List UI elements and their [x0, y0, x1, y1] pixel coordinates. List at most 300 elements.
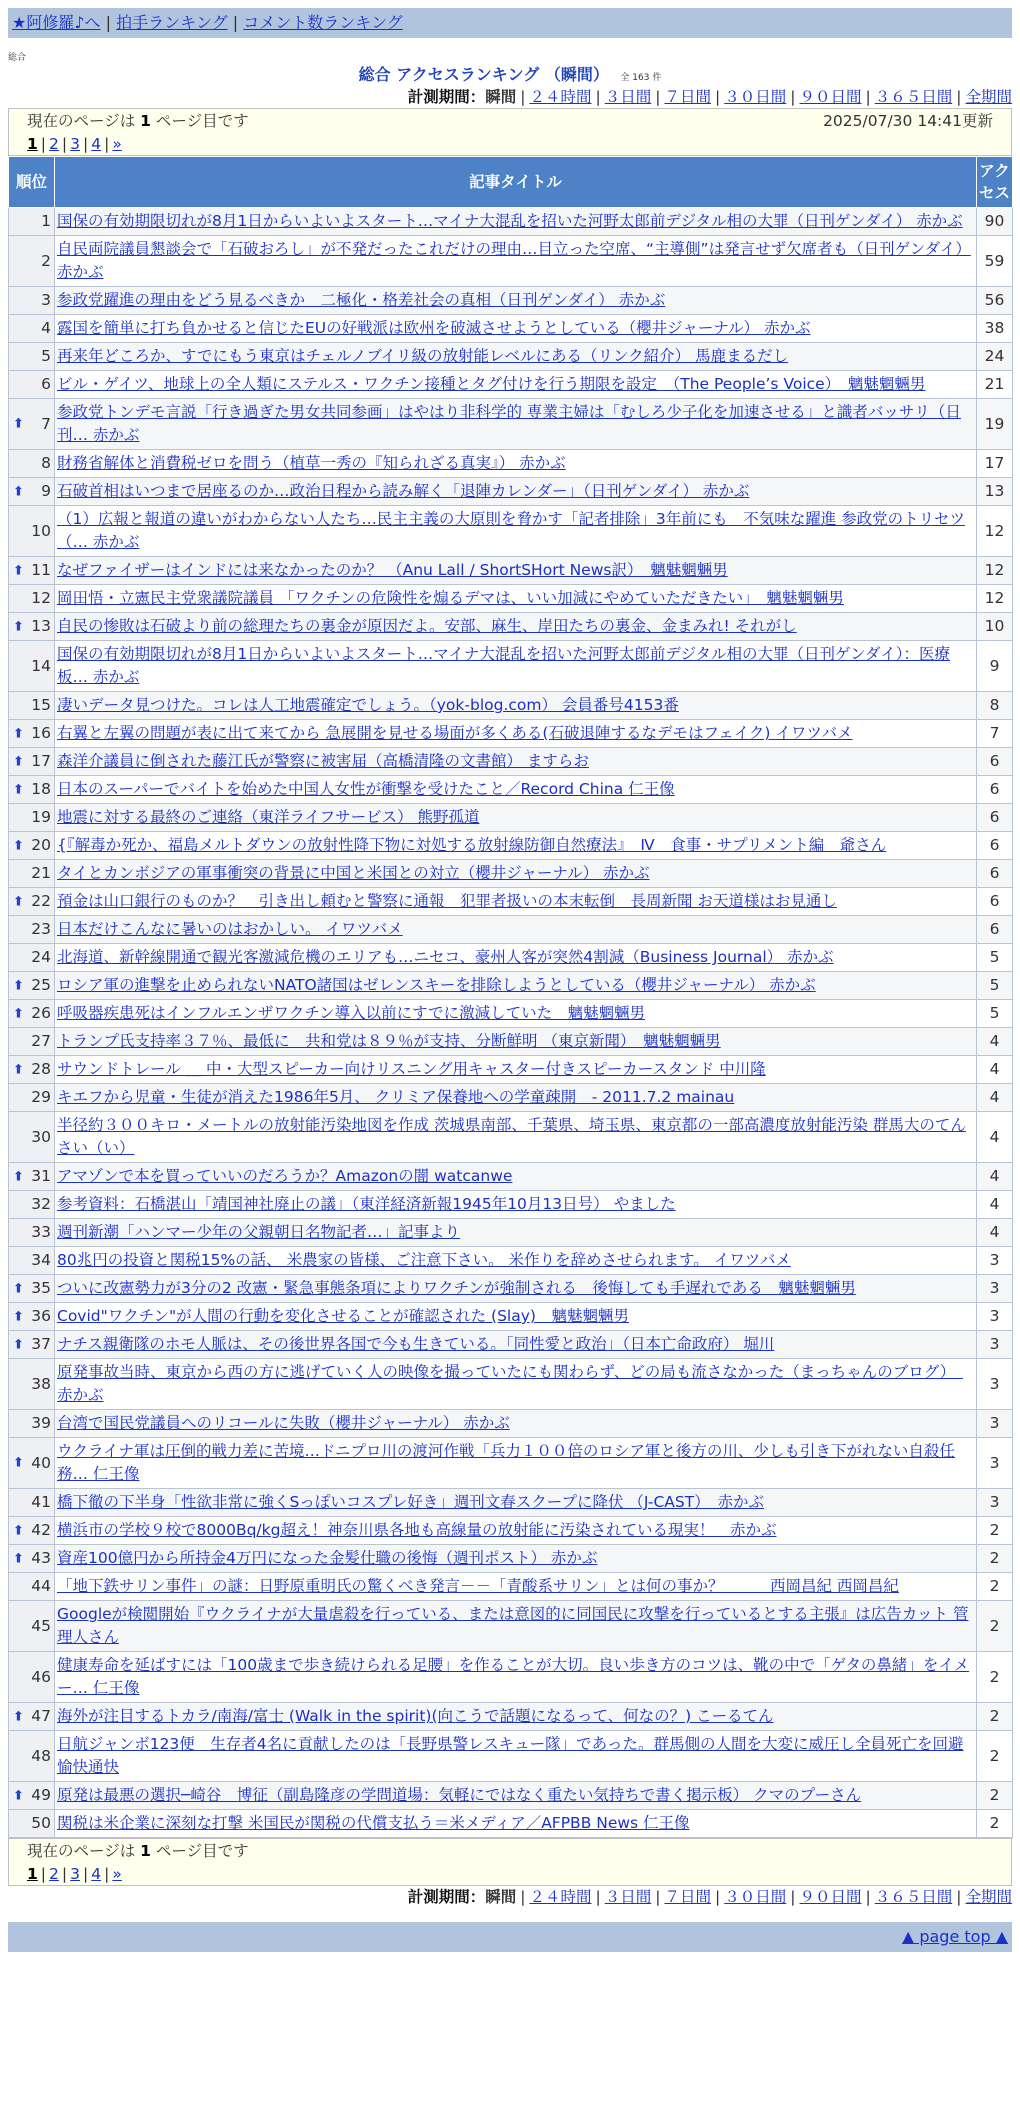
- rank-number: 24: [31, 948, 51, 966]
- rank-number: 39: [31, 1414, 51, 1432]
- pager-separator: |: [104, 1865, 110, 1883]
- rank-number: 41: [31, 1493, 51, 1511]
- period-option[interactable]: ３０日間: [724, 1888, 787, 1906]
- article-link[interactable]: （1）広報と報道の違いがわからない人たち…民主主義の大原則を脅かす「記者排除」3年前にも 不気味な躍進 参政党のトリセツ（… 赤かぶ: [57, 510, 965, 551]
- table-row: [9, 888, 1013, 916]
- title-cell: [55, 208, 977, 236]
- rank-number: 8: [41, 454, 51, 472]
- period-option[interactable]: ２４時間: [529, 88, 592, 106]
- table-row: [9, 557, 1013, 585]
- pager-separator: |: [61, 135, 68, 153]
- access-count: 5: [977, 1000, 1013, 1028]
- page-link[interactable]: 2: [49, 135, 59, 153]
- period-label: 計測期間：: [407, 88, 486, 106]
- title-cell: [55, 478, 977, 506]
- article-link[interactable]: アマゾンで本を買っていいのだろうか？Amazonの闇 watcanwe: [57, 1167, 513, 1185]
- article-link[interactable]: Covid"ワクチン"が人間の行動を変化させることが確認された (Slay) 魑魅魍魎男: [57, 1307, 629, 1325]
- rank-cell: [9, 641, 55, 692]
- table-row: [9, 1731, 1013, 1782]
- period-option[interactable]: ３６５日間: [874, 1888, 953, 1906]
- rank-number: 15: [31, 696, 51, 714]
- table-header-row: [9, 157, 1013, 208]
- rank-up-icon: ⬆: [13, 1337, 24, 1352]
- rank-cell: [9, 450, 55, 478]
- rank-up-icon: ⬆: [13, 894, 24, 909]
- rank-number: 28: [31, 1060, 51, 1078]
- home-link[interactable]: ★阿修羅♪へ: [12, 13, 101, 32]
- access-count: 4: [977, 1191, 1013, 1219]
- access-count: 6: [977, 748, 1013, 776]
- rank-number: 50: [31, 1814, 51, 1832]
- rank-cell: [9, 613, 55, 641]
- rank-number: 19: [31, 808, 51, 826]
- category-label: 総合: [8, 53, 27, 63]
- period-label: 計測期間：: [407, 1888, 486, 1906]
- pager-separator: |: [83, 1865, 89, 1883]
- table-row: [9, 748, 1013, 776]
- access-count: 2: [977, 1782, 1013, 1810]
- article-link[interactable]: 右翼と左翼の問題が表に出て来てから 急展開を見せる場面が多くある(石破退陣するなデモはフェイク) イワツバメ: [57, 724, 853, 742]
- access-count: 3: [977, 1489, 1013, 1517]
- rank-number: 42: [31, 1521, 51, 1539]
- page-link[interactable]: 1: [27, 135, 38, 153]
- rank-number: 3: [41, 291, 51, 309]
- title-cell: [55, 972, 977, 1000]
- title-cell: [55, 1359, 977, 1410]
- article-link[interactable]: ビル・ゲイツ、地球上の全人類にステルス・ワクチン接種とタグ付けを行う期限を設定 （The People’s Voice） 魑魅魍魎男: [57, 375, 926, 393]
- table-row: [9, 1112, 1013, 1163]
- table-row: [9, 944, 1013, 972]
- title-cell: [55, 450, 977, 478]
- article-link[interactable]: 石破首相はいつまで居座るのか…政治日程から読み解く「退陣カレンダー」（日刊ゲンダイ） 赤かぶ: [57, 482, 750, 500]
- title-cell: [55, 287, 977, 315]
- title-cell: [55, 343, 977, 371]
- next-page-link[interactable]: »: [112, 1865, 122, 1883]
- rank-cell: [9, 371, 55, 399]
- article-link[interactable]: Googleが検閲開始『ウクライナが大量虐殺を行っている、または意図的に同国民に攻撃を行っているとする主張』は広告カット 管理人さん: [57, 1605, 969, 1646]
- access-count: 21: [977, 371, 1013, 399]
- title-cell: [55, 585, 977, 613]
- page-top-link[interactable]: ▲ page top ▲: [901, 1927, 1008, 1946]
- article-link[interactable]: 健康寿命を延ばすには「100歳まで歩き続けられる足腰」を作ることが大切。良い歩き方のコツは、靴の中で「ゲタの鼻緒」をイメー… 仁王像: [57, 1656, 970, 1697]
- rank-number: 37: [31, 1335, 51, 1353]
- title-cell: [55, 1410, 977, 1438]
- article-link[interactable]: 台湾で国民党議員へのリコールに失敗（櫻井ジャーナル） 赤かぶ: [57, 1414, 510, 1432]
- access-count: 4: [977, 1056, 1013, 1084]
- access-count: 2: [977, 1703, 1013, 1731]
- article-link[interactable]: ナチス親衛隊のホモ人脈は、その後世界各国で今も生きている。「同性愛と政治」（日本亡命政府） 堀川: [57, 1335, 775, 1353]
- access-count: 6: [977, 804, 1013, 832]
- table-row: [9, 1331, 1013, 1359]
- rank-cell: [9, 748, 55, 776]
- article-link[interactable]: なぜファイザーはインドには来なかったのか？ （Anu Lall / ShortSHort News訳） 魑魅魍魎男: [57, 561, 728, 579]
- rank-cell: [9, 972, 55, 1000]
- article-link[interactable]: 半径約３００キロ・メートルの放射能汚染地図を作成 茨城県南部、千葉県、埼玉県、東京都の一部高濃度放射能汚染 群馬大のてんさい（い）: [57, 1116, 966, 1157]
- article-link[interactable]: 日本のスーパーでバイトを始めた中国人女性が衝撃を受けたこと／Record China 仁王像: [57, 780, 675, 798]
- access-count: 6: [977, 916, 1013, 944]
- period-separator: |: [520, 1888, 526, 1906]
- period-option[interactable]: ２４時間: [529, 1888, 592, 1906]
- header-title: 記事タイトル: [55, 157, 977, 208]
- access-count: 2: [977, 1601, 1013, 1652]
- access-count: 3: [977, 1438, 1013, 1489]
- period-option[interactable]: ９０日間: [799, 1888, 862, 1906]
- article-link[interactable]: 自民両院議員懇談会で「石破おろし」が不発だったこれだけの理由…目立った空席、“主導側”は発言せず欠席者も（日刊ゲンダイ） 赤かぶ: [57, 240, 971, 281]
- table-row: [9, 1191, 1013, 1219]
- table-row: [9, 1219, 1013, 1247]
- period-option[interactable]: ３６５日間: [874, 88, 953, 106]
- top-nav-bar: [8, 8, 1012, 38]
- rank-number: 11: [31, 561, 51, 579]
- title-cell: [55, 1303, 977, 1331]
- rank-number: 14: [31, 656, 51, 675]
- title-cell: [55, 944, 977, 972]
- period-separator: |: [655, 88, 661, 106]
- page-link[interactable]: 2: [49, 1865, 59, 1883]
- clap-ranking-link[interactable]: 拍手ランキング: [116, 13, 228, 32]
- period-separator: |: [865, 88, 871, 106]
- rank-cell: [9, 1810, 55, 1838]
- rank-number: 18: [31, 780, 51, 798]
- access-count: 2: [977, 1573, 1013, 1601]
- table-row: [9, 860, 1013, 888]
- period-option[interactable]: 全期間: [965, 1888, 1012, 1906]
- title-cell: [55, 236, 977, 287]
- period-option[interactable]: ３０日間: [724, 88, 787, 106]
- access-count: 3: [977, 1247, 1013, 1275]
- period-separator: |: [715, 88, 721, 106]
- title-cell: [55, 1601, 977, 1652]
- table-row: [9, 613, 1013, 641]
- nav-separator: |: [105, 13, 112, 32]
- rank-cell: [9, 1084, 55, 1112]
- title-cell: [55, 1219, 977, 1247]
- article-link[interactable]: 国保の有効期限切れが8月1日からいよいよスタート…マイナ大混乱を招いた河野太郎前デジタル相の大罪（日刊ゲンダイ）：医療板… 赤かぶ: [57, 645, 950, 686]
- rank-cell: [9, 1489, 55, 1517]
- article-link[interactable]: トランプ氏支持率３７％、最低に 共和党は８９％が支持、分断鮮明 （東京新聞） 魑魅魍魎男: [57, 1032, 721, 1050]
- article-link[interactable]: 横浜市の学校９校で8000Bq/kg超え！神奈川県各地も高線量の放射能に汚染されている現実！ 赤かぶ: [57, 1521, 777, 1539]
- title-cell: [55, 1545, 977, 1573]
- period-separator: |: [655, 1888, 661, 1906]
- rank-up-icon: ⬆: [13, 1062, 24, 1077]
- rank-up-icon: ⬆: [13, 1281, 24, 1296]
- rank-number: 33: [31, 1223, 51, 1241]
- rank-cell: [9, 585, 55, 613]
- table-row: [9, 1810, 1013, 1838]
- rank-cell: [9, 692, 55, 720]
- article-link[interactable]: ロシア軍の進撃を止められないNATO諸国はゼレンスキーを排除しようとしている（櫻井ジャーナル） 赤かぶ: [57, 976, 816, 994]
- article-link[interactable]: 預金は山口銀行のものか？ 引き出し頼むと警察に通報 犯罪者扱いの本末転倒 長周新聞 お天道様はお見通し: [57, 892, 837, 910]
- updated-timestamp: 2025/07/30 14:41更新: [823, 112, 993, 130]
- title-cell: [55, 1438, 977, 1489]
- page-link[interactable]: 4: [91, 135, 102, 153]
- access-count: 5: [977, 944, 1013, 972]
- article-link[interactable]: 呼吸器疾患死はインフルエンザワクチン導入以前にすでに激減していた 魑魅魍魎男: [57, 1004, 646, 1022]
- table-row: [9, 315, 1013, 343]
- title-cell: [55, 1810, 977, 1838]
- access-count: 24: [977, 343, 1013, 371]
- article-link[interactable]: 国保の有効期限切れが8月1日からいよいよスタート…マイナ大混乱を招いた河野太郎前デジタル相の大罪（日刊ゲンダイ） 赤かぶ: [57, 212, 963, 230]
- table-row: [9, 1703, 1013, 1731]
- period-separator: |: [790, 88, 796, 106]
- access-count: 56: [977, 287, 1013, 315]
- title-cell: [55, 1731, 977, 1782]
- title-cell: [55, 1275, 977, 1303]
- table-row: [9, 641, 1013, 692]
- access-count: 6: [977, 776, 1013, 804]
- article-link[interactable]: 凄いデータ見つけた。コレは人工地震確定でしょう。（yok-blog.com） 会員番号4153番: [57, 696, 679, 714]
- title-cell: [55, 748, 977, 776]
- rank-up-icon: ⬆: [13, 416, 24, 432]
- rank-number: 30: [31, 1127, 51, 1146]
- access-count: 59: [977, 236, 1013, 287]
- table-row: [9, 1438, 1013, 1489]
- title-cell: [55, 776, 977, 804]
- period-selector-bottom: [8, 1886, 1012, 1908]
- article-link[interactable]: 参政党トンデモ言説「行き過ぎた男女共同参画」はやはり非科学的 専業主婦は「むしろ少子化を加速させる」と識者バッサリ（日刊… 赤かぶ: [57, 403, 961, 444]
- period-option[interactable]: ９０日間: [799, 88, 862, 106]
- rank-number: 12: [31, 589, 51, 607]
- access-count: 4: [977, 1112, 1013, 1163]
- article-link[interactable]: 80兆円の投資と関税15%の話、 米農家の皆様、ご注意下さい。 米作りを辞めさせられます。 イワツバメ: [57, 1251, 791, 1269]
- access-count: 2: [977, 1731, 1013, 1782]
- comment-ranking-link[interactable]: コメント数ランキング: [243, 13, 403, 32]
- article-link[interactable]: タイとカンボジアの軍事衝突の背景に中国と米国との対立（櫻井ジャーナル） 赤かぶ: [57, 864, 650, 882]
- article-link[interactable]: 日本だけこんなに暑いのはおかしい。 イワツバメ: [57, 920, 403, 938]
- table-row: [9, 1303, 1013, 1331]
- pager-separator: |: [40, 1865, 47, 1883]
- rank-number: 49: [31, 1786, 51, 1804]
- page-link[interactable]: 4: [91, 1865, 102, 1883]
- rank-cell: [9, 1731, 55, 1782]
- rank-cell: [9, 557, 55, 585]
- rank-up-icon: ⬆: [13, 978, 24, 993]
- article-link[interactable]: 財務省解体と消費税ゼロを問う（植草一秀の『知られざる真実』） 赤かぶ: [57, 454, 566, 472]
- title-cell: [55, 692, 977, 720]
- table-row: [9, 1601, 1013, 1652]
- access-count: 6: [977, 860, 1013, 888]
- access-count: 2: [977, 1517, 1013, 1545]
- period-option[interactable]: ７日間: [664, 88, 711, 106]
- page-link[interactable]: 3: [70, 135, 81, 153]
- rank-cell: [9, 1219, 55, 1247]
- article-link[interactable]: 原発事故当時、東京から西の方に逃げていく人の映像を撮っていたにも関わらず、どの局も流さなかった（まっちゃんのブログ） 赤かぶ: [57, 1363, 963, 1404]
- table-row: [9, 343, 1013, 371]
- title-cell: [55, 613, 977, 641]
- period-option[interactable]: ３日間: [604, 1888, 652, 1906]
- period-separator: |: [715, 1888, 721, 1906]
- rank-number: 13: [31, 617, 51, 635]
- title-cell: [55, 1489, 977, 1517]
- rank-cell: [9, 1601, 55, 1652]
- title-cell: [55, 1517, 977, 1545]
- article-link[interactable]: 参考資料：石橋湛山「靖国神社廃止の議」（東洋経済新報1945年10月13日号） やました: [57, 1195, 676, 1213]
- rank-up-icon: ⬆: [13, 1709, 24, 1724]
- rank-number: 38: [31, 1374, 51, 1393]
- article-link[interactable]: サウンドトレール ＿ 中・大型スピーカー向けリスニング用キャスター付きスピーカースタンド 中川隆: [57, 1060, 766, 1078]
- rank-number: 45: [31, 1616, 51, 1635]
- table-row: [9, 832, 1013, 860]
- rank-number: 32: [31, 1195, 51, 1213]
- period-separator: |: [956, 88, 962, 106]
- table-row: [9, 720, 1013, 748]
- title-cell: [55, 1112, 977, 1163]
- header-access: アクセス: [977, 157, 1013, 208]
- access-count: 90: [977, 208, 1013, 236]
- article-link[interactable]: 「地下鉄サリン事件」の謎：日野原重明氏の驚くべき発言－－「青酸系サリン」とは何の事か？ 西岡昌紀 西岡昌紀: [57, 1577, 899, 1595]
- rank-number: 31: [31, 1167, 51, 1185]
- access-count: 12: [977, 585, 1013, 613]
- access-count: 2: [977, 1545, 1013, 1573]
- access-count: 3: [977, 1275, 1013, 1303]
- table-row: [9, 1359, 1013, 1410]
- rank-number: 25: [31, 976, 51, 994]
- table-row: [9, 208, 1013, 236]
- access-count: 38: [977, 315, 1013, 343]
- title-cell: [55, 371, 977, 399]
- table-row: [9, 585, 1013, 613]
- article-link[interactable]: 関税は米企業に深刻な打撃 米国民が関税の代償支払う＝米メディア／AFPBB News 仁王像: [57, 1814, 690, 1832]
- rank-number: 9: [41, 482, 51, 500]
- period-separator: |: [595, 1888, 601, 1906]
- rank-cell: [9, 1331, 55, 1359]
- rank-cell: [9, 1000, 55, 1028]
- rank-cell: [9, 343, 55, 371]
- period-option[interactable]: ３日間: [604, 88, 652, 106]
- rank-number: 29: [31, 1088, 51, 1106]
- header-rank: 順位: [9, 157, 55, 208]
- page-info-box-top: [8, 108, 1012, 156]
- title-cell: [55, 1703, 977, 1731]
- rank-up-icon: ⬆: [13, 1523, 24, 1538]
- next-page-link[interactable]: »: [112, 135, 122, 153]
- rank-up-icon: ⬆: [13, 754, 24, 769]
- title-cell: [55, 1028, 977, 1056]
- article-link[interactable]: 自民の惨敗は石破より前の総理たちの裏金が原因だよ。安部、麻生、岸田たちの裏金、金まみれ! それがし: [57, 617, 797, 635]
- article-link[interactable]: 橋下徹の下半身「性欲非常に強くSっぽいコスプレ好き」週刊文春スクープに降伏 （J-CAST） 赤かぶ: [57, 1493, 764, 1511]
- article-link[interactable]: ウクライナ軍は圧倒的戦力差に苦境…ドニプロ川の渡河作戦「兵力１００倍のロシア軍と後方の川、少しも引き下がれない自殺任務… 仁王像: [57, 1442, 955, 1483]
- rank-cell: [9, 916, 55, 944]
- rank-cell: [9, 776, 55, 804]
- rank-cell: [9, 399, 55, 450]
- rank-number: 27: [31, 1032, 51, 1050]
- article-link[interactable]: キエフから児童・生徒が消えた1986年5月、 クリミア保養地への学童疎開 - 2011.7.2 mainau: [57, 1088, 735, 1106]
- table-row: [9, 1163, 1013, 1191]
- table-row: [9, 916, 1013, 944]
- rank-up-icon: ⬆: [13, 726, 24, 741]
- rank-cell: [9, 832, 55, 860]
- title-cell: [55, 1191, 977, 1219]
- rank-number: 46: [31, 1667, 51, 1686]
- rank-cell: [9, 1191, 55, 1219]
- total-count: 全 163 件: [620, 73, 662, 83]
- rank-cell: [9, 1303, 55, 1331]
- rank-cell: [9, 1703, 55, 1731]
- period-separator: |: [790, 1888, 796, 1906]
- rank-up-icon: ⬆: [13, 1006, 24, 1021]
- table-row: [9, 692, 1013, 720]
- article-link[interactable]: 岡田悟・立憲民主党衆議院議員 「ワクチンの危険性を煽るデマは、いい加減にやめていただきたい」 魑魅魍魎男: [57, 589, 844, 607]
- table-row: [9, 1489, 1013, 1517]
- table-row: [9, 1247, 1013, 1275]
- title-cell: [55, 1000, 977, 1028]
- period-option[interactable]: ７日間: [664, 1888, 711, 1906]
- table-row: [9, 1275, 1013, 1303]
- rank-up-icon: ⬆: [13, 1788, 24, 1803]
- table-row: [9, 287, 1013, 315]
- access-count: 9: [977, 641, 1013, 692]
- rank-cell: [9, 287, 55, 315]
- title-cell: [55, 557, 977, 585]
- rank-cell: [9, 478, 55, 506]
- rank-cell: [9, 1410, 55, 1438]
- article-link[interactable]: 地震に対する最終のご連絡（東洋ライフサービス） 熊野孤道: [57, 808, 480, 826]
- article-link[interactable]: 露国を簡単に打ち負かせると信じたEUの好戦派は欧州を破滅させようとしている（櫻井ジャーナル） 赤かぶ: [57, 319, 811, 337]
- article-link[interactable]: 週刊新潮「ハンマー少年の父親朝日名物記者…」記事より: [57, 1223, 461, 1241]
- title-cell: [55, 1084, 977, 1112]
- rank-up-icon: ⬆: [13, 1309, 24, 1324]
- rank-number: 35: [31, 1279, 51, 1297]
- page-link[interactable]: 1: [27, 1865, 38, 1883]
- table-row: [9, 1000, 1013, 1028]
- rank-cell: [9, 1545, 55, 1573]
- access-count: 2: [977, 1652, 1013, 1703]
- table-row: [9, 1084, 1013, 1112]
- article-link[interactable]: ついに改憲勢力が3分の2 改憲・緊急事態条項によりワクチンが強制される 後悔しても手遅れである 魑魅魍魎男: [57, 1279, 856, 1297]
- rank-up-icon: ⬆: [13, 1551, 24, 1566]
- period-separator: |: [595, 88, 601, 106]
- rank-up-icon: ⬆: [13, 782, 24, 797]
- rank-cell: [9, 1517, 55, 1545]
- ranking-table: [8, 156, 1013, 1838]
- rank-number: 23: [31, 920, 51, 938]
- title-cell: [55, 1652, 977, 1703]
- rank-up-icon: ⬆: [13, 1169, 24, 1184]
- period-separator: |: [865, 1888, 871, 1906]
- article-link[interactable]: 原発は最悪の選択─崎谷 博征（副島隆彦の学問道場：気軽にではなく重たい気持ちで書く掲示板） クマのプーさん: [57, 1786, 862, 1804]
- rank-cell: [9, 1438, 55, 1489]
- article-link[interactable]: 再来年どころか、すでにもう東京はチェルノブイリ級の放射能レベルにある（リンク紹介） 馬鹿まるだし: [57, 347, 789, 365]
- article-link[interactable]: 森洋介議員に倒された藤江氏が警察に被害届（高橋清隆の文書館） ますらお: [57, 752, 589, 770]
- period-option[interactable]: 全期間: [965, 88, 1012, 106]
- rank-cell: [9, 1112, 55, 1163]
- title-cell: [55, 1163, 977, 1191]
- rank-cell: [9, 1782, 55, 1810]
- pagination-top: [9, 133, 1011, 155]
- article-link[interactable]: 海外が注目するトカラ/南海/富士 (Walk in the spirit)(向こうで話題になるって、何なの？) こーるてん: [57, 1707, 774, 1725]
- rank-number: 48: [31, 1746, 51, 1765]
- article-link[interactable]: 北海道、新幹線開通で観光客激減危機のエリアも…ニセコ、豪州人客が突然4割減（Business Journal） 赤かぶ: [57, 948, 834, 966]
- rank-up-icon: ⬆: [13, 619, 24, 634]
- article-link[interactable]: {『解毒か死か、福島メルトダウンの放射性降下物に対処する放射線防御自然療法』 Ⅳ 食事・サプリメント編 爺さん: [57, 836, 887, 854]
- page-link[interactable]: 3: [70, 1865, 81, 1883]
- title-cell: [55, 860, 977, 888]
- table-row: [9, 506, 1013, 557]
- table-row: [9, 1056, 1013, 1084]
- rank-number: 21: [31, 864, 51, 882]
- article-link[interactable]: 資産100億円から所持金4万円になった金髪仕職の後悔（週刊ポスト） 赤かぶ: [57, 1549, 598, 1567]
- current-page-text: 現在のページは 1 ページ目です: [27, 112, 249, 130]
- access-count: 4: [977, 1219, 1013, 1247]
- rank-number: 17: [31, 752, 51, 770]
- rank-up-icon: ⬆: [13, 838, 24, 853]
- rank-number: 10: [31, 521, 51, 540]
- title-cell: [55, 399, 977, 450]
- access-count: 10: [977, 613, 1013, 641]
- article-link[interactable]: 参政党躍進の理由をどう見るべきか 二極化・格差社会の真相（日刊ゲンダイ） 赤かぶ: [57, 291, 666, 309]
- article-link[interactable]: 日航ジャンボ123便 生存者4名に貢献したのは「長野県警レスキュー隊」であった。群馬側の人間を大変に威圧し全員死亡を回避 愉快通快: [57, 1735, 964, 1776]
- table-row: [9, 804, 1013, 832]
